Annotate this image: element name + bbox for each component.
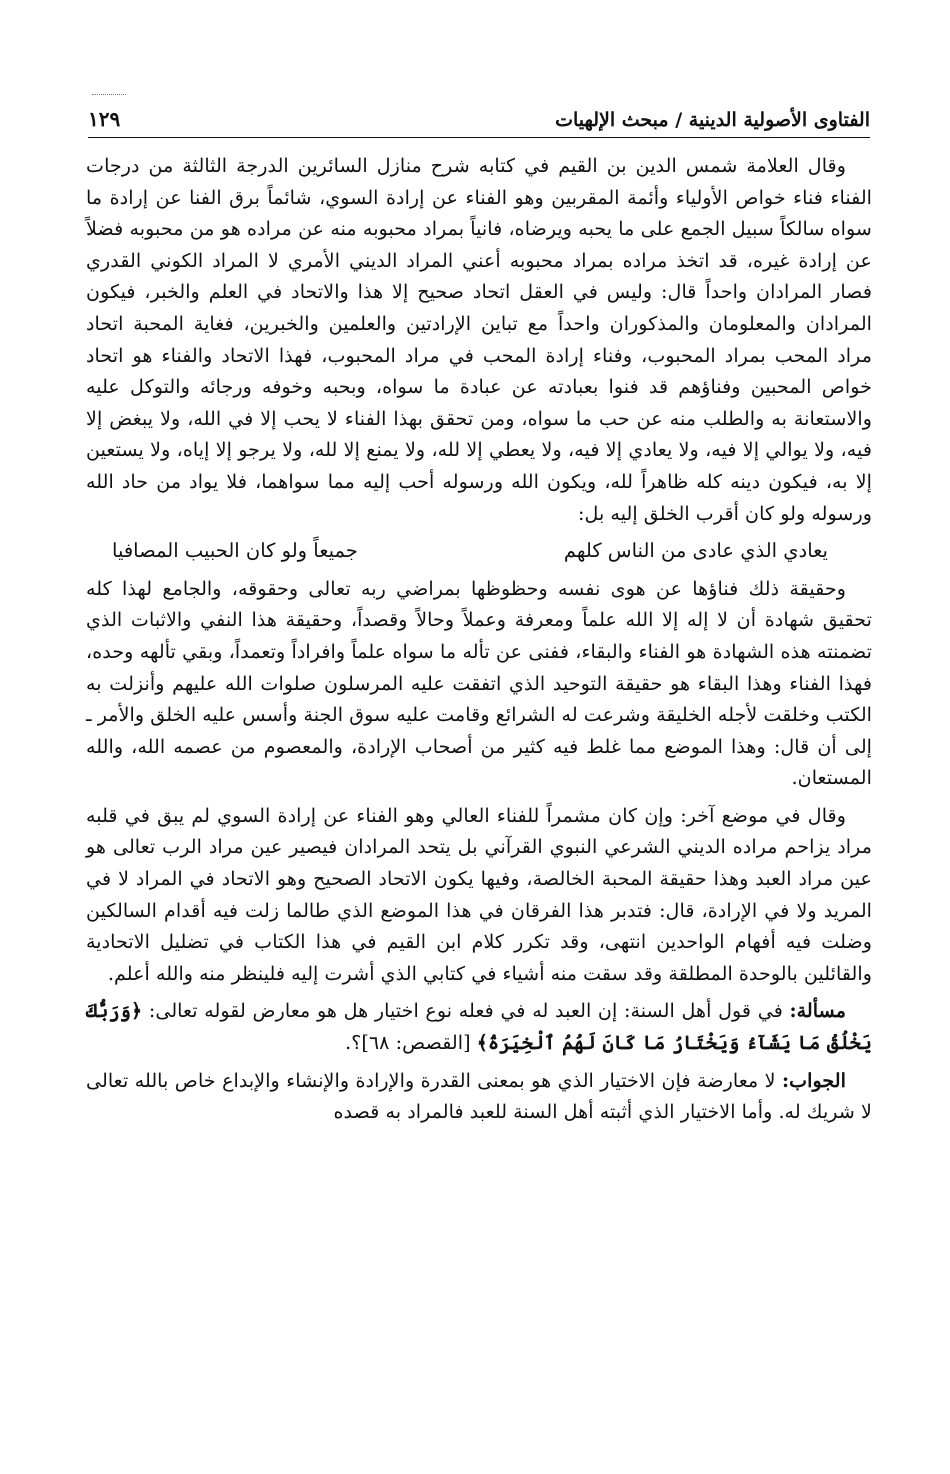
paragraph-another-place: وقال في موضع آخر: وإن كان مشمراً للفناء العالي وهو الفناء عن إرادة السوي لم يبق في قلبه مراد يزاحم مراده الديني الشرعي النبوي القرآني بل يتحد المرادان فيصير عين مراد الرب تعالى هو عين مراد العبد وهذا حقيقة المحبة الخالصة، وفيها يكون الاتحاد الصحيح وهو الاتحاد في المراد لا في المريد ولا في الإرادة، قال: فتدبر هذا الفرقان في هذا الموضع الذي طالما زلت فيه أقدام السالكين وضلت فيه أفهام الواحدين انتهى، وقد تكرر كلام ابن القيم في هذا الكتاب في تضليل الاتحادية والقائلين بالوحدة المطلقة وقد سقت منه أشياء في كتابي الذي أشرت إليه فلينظر منه والله أعلم.: [86, 803, 872, 985]
paragraph-ibn-qayyim-quote: وقال العلامة شمس الدين بن القيم في كتابه شرح منازل السائرين الدرجة الثالثة من درجات الفناء فناء خواص الأولياء وأئمة المقربين وهو الفناء عن إرادة السوي، شائماً برق الفنا عن إرادة ما سواه سالكاً سبيل الجمع على ما يحبه ويرضاه، فانياً بمراد محبوبه منه عن مراده هو من محبوبه فضلاً عن إرادة غيره، قد اتخذ مراده بمراد محبوبه أعني المراد الديني الأمري لا المراد الكوني القدري فصار المرادان واحداً قال: وليس في العقل اتحاد صحيح إلا هذا والاتحاد في العلم والخبر، فيكون المرادان والمعلومان والمذكوران واحداً مع تباين الإرادتين والعلمين والخبرين، فغاية المحبة اتحاد مراد المحب بمراد المحبوب، وفناء إرادة المحب في مراد المحبوب، فهذا الاتحاد والفناء هو اتحاد خواص المحبين وفناؤهم قد فنوا بعبادته عن عبادة ما سواه، وبحبه وخوفه ورجائه والتوكل عليه والاستعانة به والطلب منه عن حب ما سواه، ومن تحقق بهذا الفناء لا يحب إلا في الله، ولا يبغض إلا فيه، ولا يوالي إلا فيه، ولا يعادي إلا فيه، ولا يعطي إلا لله، ولا يمنع إلا لله، ولا يرجو إلا إياه، ولا يستعين إلا به، فيكون دينه كله ظاهراً لله، ويكون الله ورسوله أحب إليه مما سواهما، فلا يواد من حاد الله ورسوله ولو كان أقرب الخلق إليه بل:: [86, 154, 872, 525]
page-body: [86, 150, 872, 1134]
dotted-mark: [92, 94, 126, 95]
question-label: مسألة:: [789, 999, 846, 1023]
paragraph-reality-of-fana: وحقيقة ذلك فناؤها عن هوى نفسه وحظوظها بمراضي ربه تعالى وحقوقه، والجامع لهذا كله تحقيق شهادة أن لا إله إلا الله علماً ومعرفة وعملاً وحالاً وقصداً، وحقيقة هذا النفي والاثبات الذي تضمنته هذه الشهادة هو الفناء والبقاء، ففنى عن تأله ما سواه علماً وافراداً وتعمداً، وبقي تألهه وحده، فهذا الفناء وهذا البقاء هو حقيقة التوحيد الذي اتفقت عليه المرسلون صلوات الله عليهم وأنزلت به الكتب وخلقت لأجله الخليقة وشرعت له الشرائع وقامت عليه سوق الجنة وأسس عليه الخلق والأمر ـ إلى أن قال: وهذا الموضع مما غلط فيه كثير من أصحاب الإرادة، والمعصوم من عصمه الله، والله المستعان.: [86, 576, 872, 790]
header-title: الفتاوى الأصولية الدينية / مبحث الإلهيات: [555, 109, 870, 131]
answer-label: الجواب:: [782, 1068, 846, 1092]
verse-second-hemistich: جميعاً ولو كان الحبيب المصافيا: [112, 539, 358, 563]
answer-text: لا معارضة فإن الاختيار الذي هو بمعنى القدرة والإرادة والإنشاء والإبداع خاص بالله تعالى لا شريك له. وأما الاختيار الذي أثبته أهل السنة للعبد فالمراد به قصده: [86, 1068, 872, 1124]
poetry-verse: [86, 535, 872, 567]
quran-verse: ﴿وَرَبُّكَ يَخْلُقُ مَا يَشَآءُ وَيَخْتَارُ مَا كَانَ لَهُمُ ٱلْخِيَرَةُ﴾: [86, 999, 872, 1055]
quran-reference: [القصص: ٦٨]؟.: [345, 1031, 471, 1055]
question-text: في قول أهل السنة: إن العبد له في فعله نوع اختيار هل هو معارض لقوله تعالى:: [148, 999, 783, 1023]
answer-paragraph: [86, 1065, 872, 1128]
running-header: [88, 100, 870, 138]
question-paragraph: [86, 995, 872, 1058]
verse-first-hemistich: يعادي الذي عادى من الناس كلهم: [563, 539, 828, 563]
page-number: ١٢٩: [88, 107, 121, 131]
